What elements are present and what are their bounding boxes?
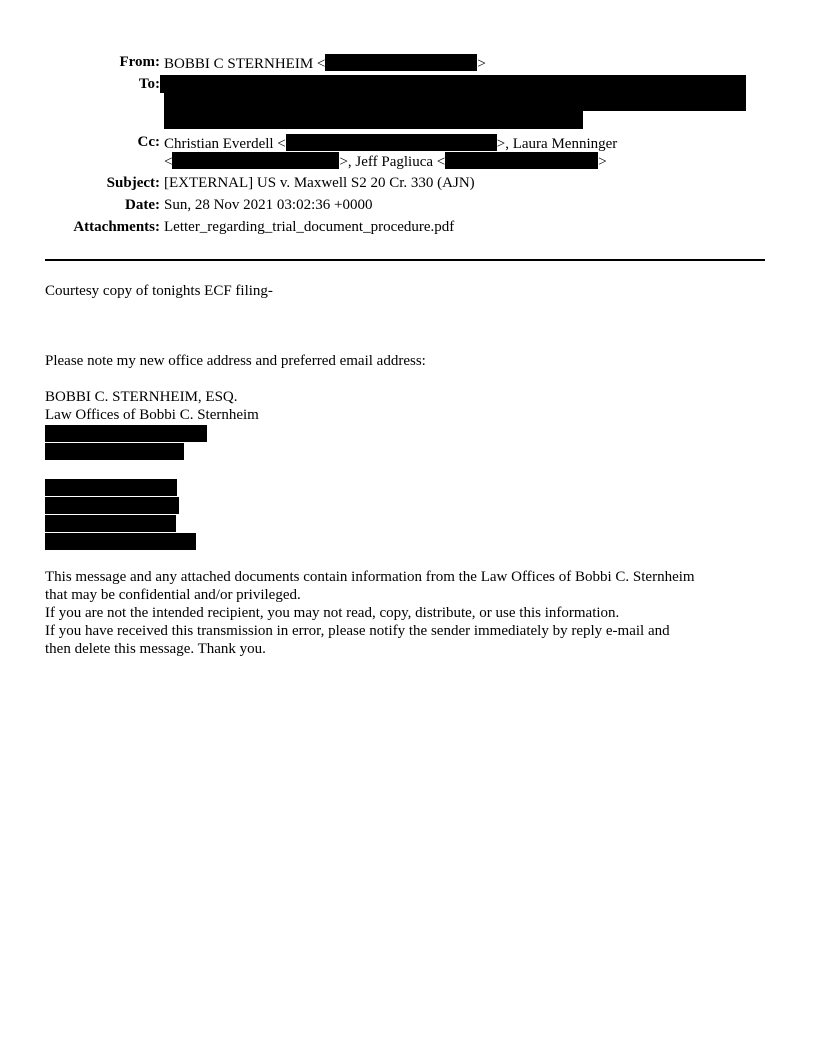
from-close: > (477, 56, 486, 72)
attachments-label: Attachments: (73, 219, 160, 235)
redaction-bar (160, 75, 746, 93)
cc-recipient-everdell: Christian Everdell < (164, 136, 286, 152)
signature-name: BOBBI C. STERNHEIM, ESQ. (45, 389, 238, 405)
signature-firm: Law Offices of Bobbi C. Sternheim (45, 407, 259, 423)
from-name: BOBBI C STERNHEIM < (164, 56, 326, 72)
disclaimer-line: that may be confidential and/or privileged. (45, 587, 301, 603)
from-value (164, 54, 486, 73)
disclaimer-line: This message and any attached documents contain information from the Law Offices of Bobbi C. Sternheim (45, 569, 695, 585)
redaction-bar (45, 533, 196, 550)
header-divider (45, 259, 765, 261)
from-label: From: (119, 54, 160, 70)
cc-close-bracket: > (598, 154, 607, 170)
cc-label: Cc: (137, 134, 160, 150)
date-value: Sun, 28 Nov 2021 03:02:36 +0000 (164, 197, 373, 213)
cc-value-line1 (164, 134, 617, 153)
body-intro: Courtesy copy of tonights ECF filing- (45, 283, 273, 299)
redaction-bar (445, 152, 598, 169)
redaction-bar (45, 443, 184, 460)
disclaimer-line: then delete this message. Thank you. (45, 641, 266, 657)
redaction-bar (45, 479, 177, 496)
redaction-bar (286, 134, 497, 151)
redaction-bar (45, 425, 207, 442)
cc-value-line2 (164, 152, 607, 171)
cc-recipient-pagliuca: >, Jeff Pagliuca < (339, 154, 446, 170)
subject-label: Subject: (106, 175, 160, 191)
disclaimer-line: If you have received this transmission in error, please notify the sender immediately by reply e-mail and (45, 623, 670, 639)
cc-open-bracket: < (164, 154, 173, 170)
date-label: Date: (125, 197, 160, 213)
redaction-bar (45, 497, 179, 514)
to-label: To: (138, 76, 160, 92)
body-address-note: Please note my new office address and preferred email address: (45, 353, 426, 369)
redaction-bar (325, 54, 477, 71)
attachment-filename: Letter_regarding_trial_document_procedure.pdf (164, 219, 455, 235)
cc-recipient-menninger: >, Laura Menninger (496, 136, 618, 152)
disclaimer-line: If you are not the intended recipient, you may not read, copy, distribute, or use this information. (45, 605, 620, 621)
redaction-bar (164, 111, 583, 129)
redaction-bar (164, 93, 746, 111)
subject-value: [EXTERNAL] US v. Maxwell S2 20 Cr. 330 (AJN) (164, 175, 475, 191)
redaction-bar (172, 152, 339, 169)
redaction-bar (45, 515, 176, 532)
